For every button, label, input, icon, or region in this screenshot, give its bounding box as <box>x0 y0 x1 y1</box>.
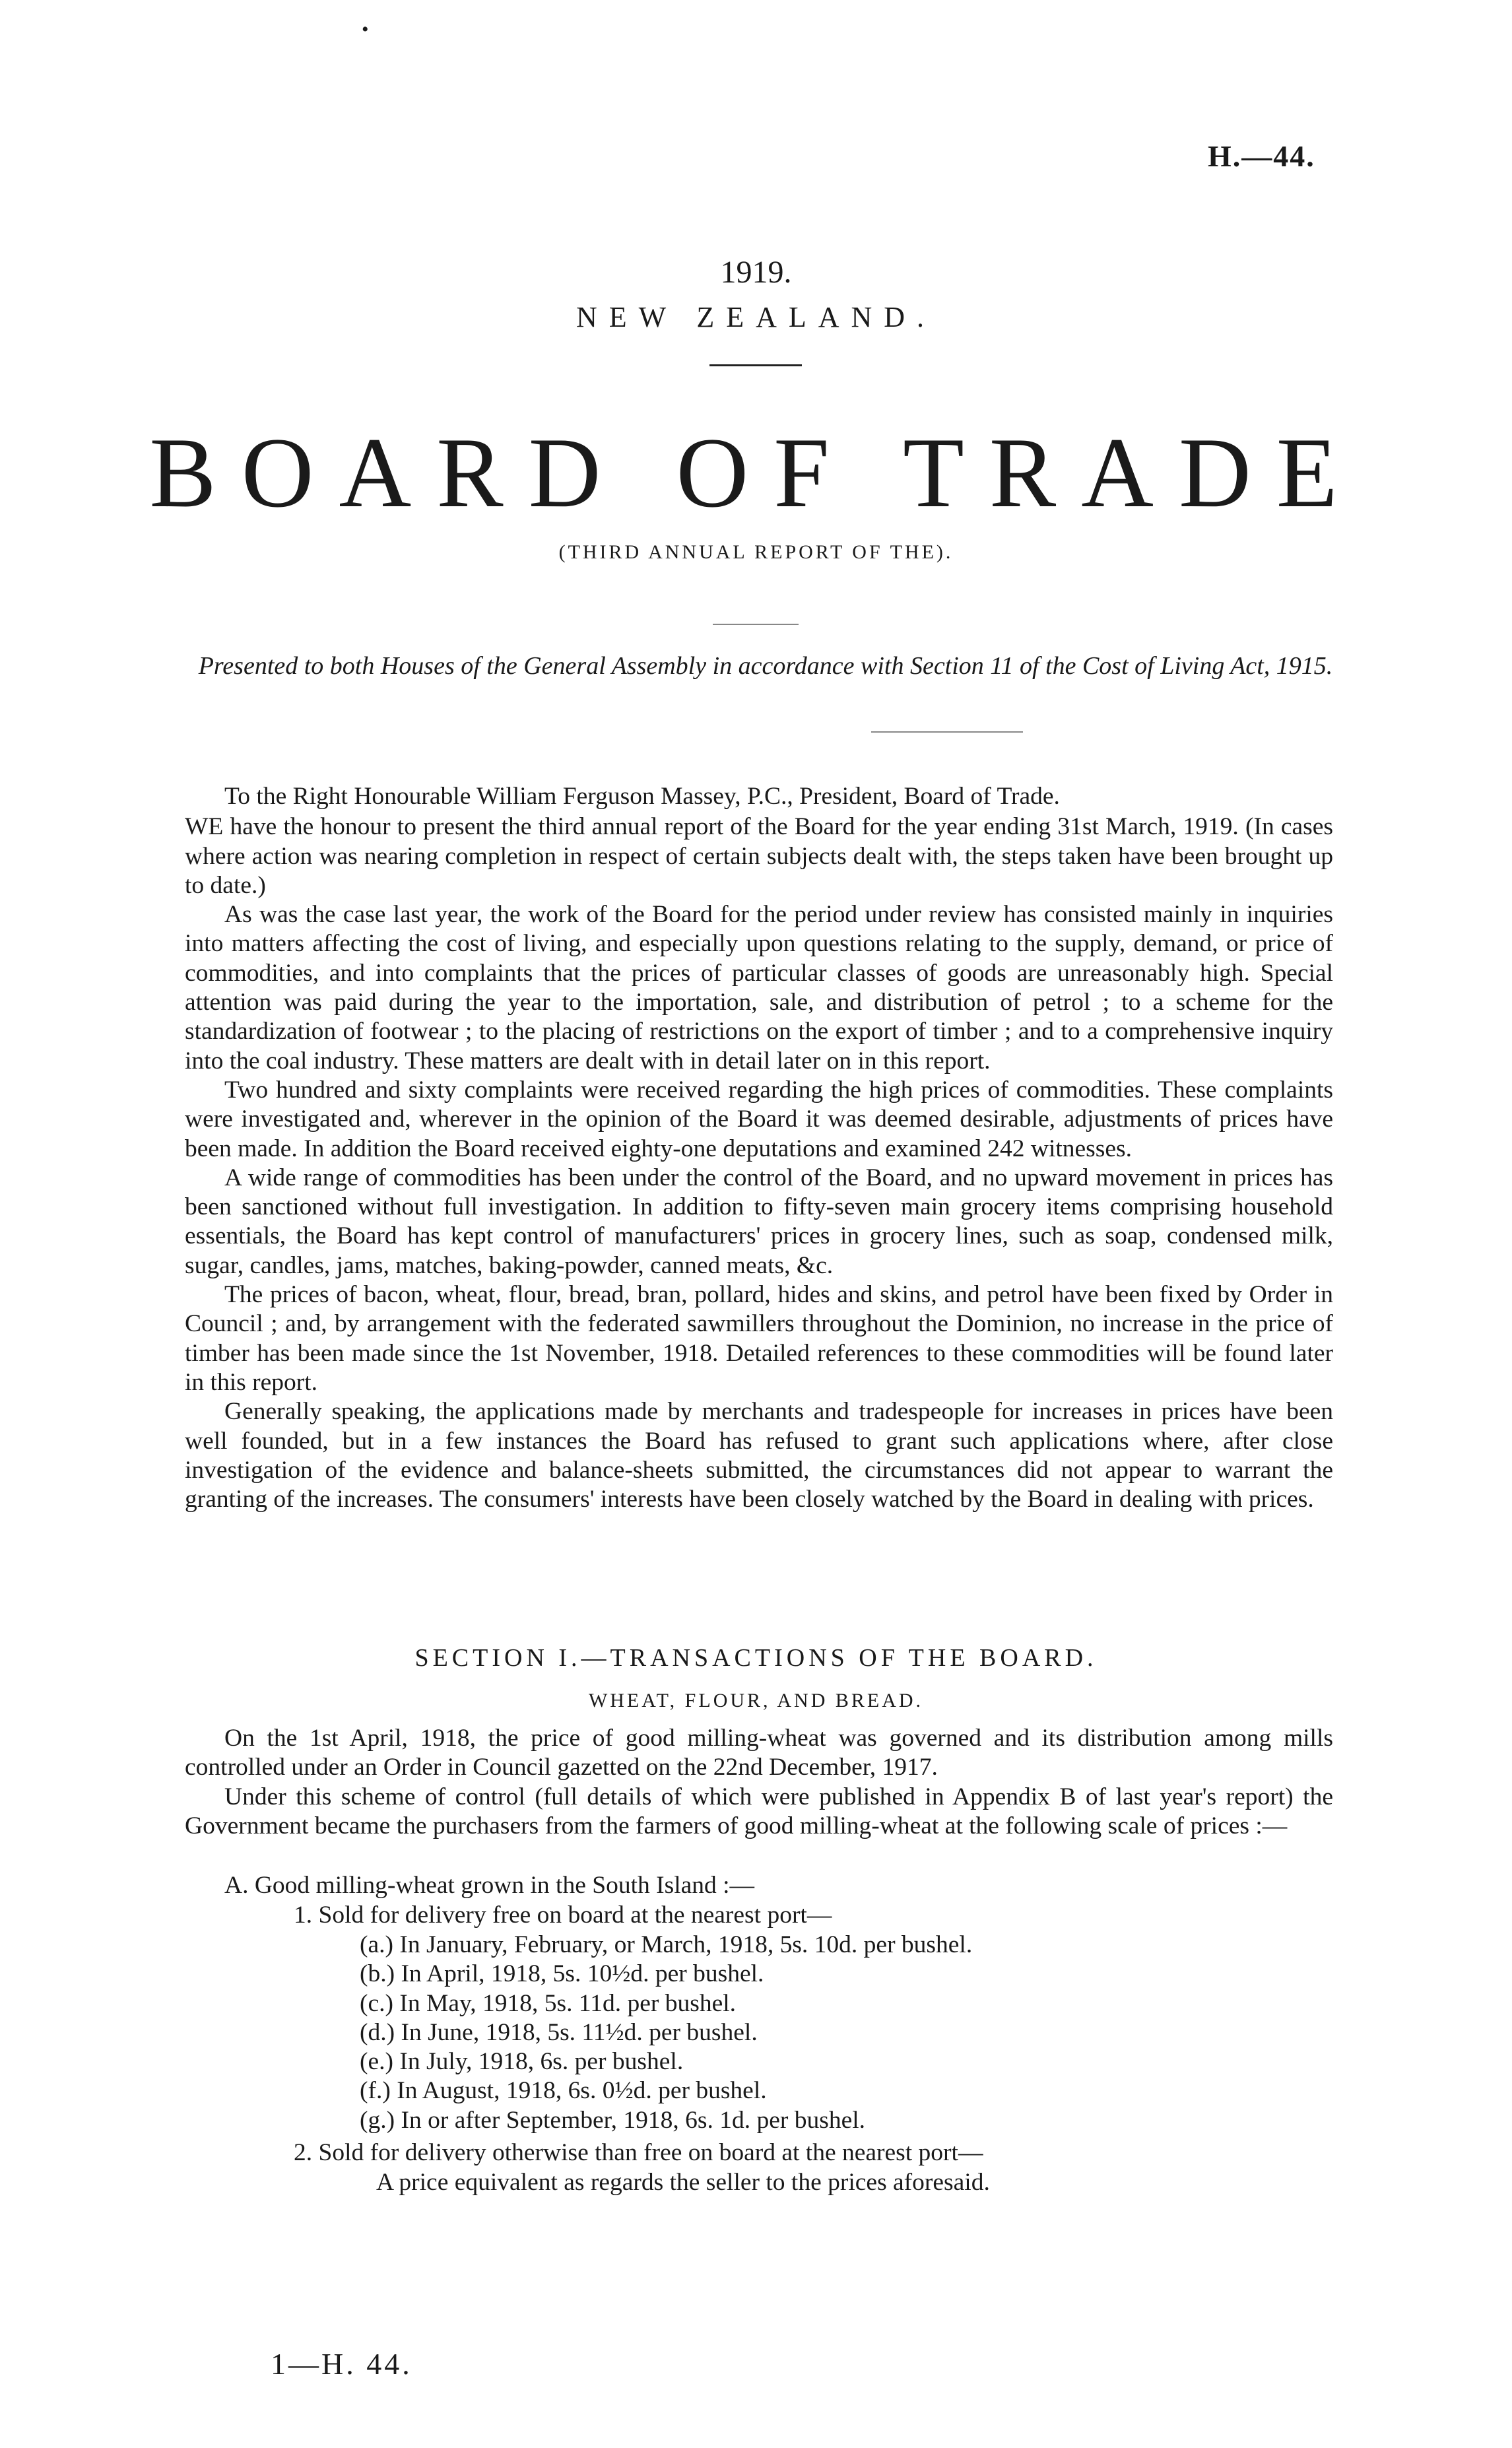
subsection-heading: WHEAT, FLOUR, AND BREAD. <box>588 1690 924 1711</box>
divider-rule <box>713 624 799 625</box>
paragraph: A wide range of commodities has been under the control of the Board, and no upward movement in prices has been sanctioned without full investigation. In addition to fifty-seven main grocery items comprising household essentials, the Board has kept control of manufacturers' prices in grocery lines, such as soap, condensed milk, sugar, candles, jams, matches, baking-powder, canned meats, &c. <box>185 1164 1333 1279</box>
list-item: (b.) In April, 1918, 5s. 10½d. per bushel. <box>360 1960 764 1988</box>
list-item-detail: A price equivalent as regards the seller to the prices aforesaid. <box>376 2169 990 2196</box>
list-item: (e.) In July, 1918, 6s. per bushel. <box>360 2048 684 2076</box>
presentation-note: Presented to both Houses of the General Assembly in accordance with Section 11 of the Cost of Living Act, 1915. <box>198 652 1333 680</box>
divider-rule <box>871 731 1023 733</box>
page-footer: 1—H. 44. <box>271 2347 412 2381</box>
report-year: 1919. <box>720 255 792 290</box>
salutation: To the Right Honourable William Ferguson Massey, P.C., President, Board of Trade. <box>224 783 1060 810</box>
list-item: (d.) In June, 1918, 5s. 11½d. per bushel. <box>360 2018 758 2046</box>
paragraph: On the 1st April, 1918, the price of good milling-wheat was governed and its distribution among mills controlled under an Order in Council gazetted on the 22nd December, 1917. <box>185 1725 1333 1781</box>
list-item: (g.) In or after September, 1918, 6s. 1d. per bushel. <box>360 2106 866 2134</box>
section-body <box>185 1724 1333 1841</box>
sub-list <box>360 1931 972 2135</box>
divider-rule <box>709 364 802 366</box>
list-item: 1. Sold for delivery free on board at the nearest port— <box>294 1902 832 1929</box>
paragraph: Under this scheme of control (full details of which were published in Appendix B of last year's report) the Government became the purchasers from the farmers of good milling-wheat at the following scale of prices :— <box>185 1783 1333 1839</box>
page-subtitle: (THIRD ANNUAL REPORT OF THE). <box>558 541 954 563</box>
paragraph: As was the case last year, the work of the Board for the period under review has consisted mainly in inquiries into matters affecting the cost of living, and especially upon questions relating to the supply, demand, or price of commodities, and into complaints that the prices of particular classes of goods are unreasonably high. Special attention was paid during the year to the importation, sale, and distribution of petrol ; to a scheme for the standardization of footwear ; to the placing of restrictions on the export of timber ; and to a comprehensive inquiry into the coal industry. These matters are dealt with in detail later on in this report. <box>185 901 1333 1075</box>
list-item: 2. Sold for delivery otherwise than free on board at the nearest port— <box>294 2139 983 2166</box>
paragraph: WE have the honour to present the third annual report of the Board for the year ending 31st March, 1919. (In cases where action was nearing completion in respect of certain subjects dealt with, the steps taken have been brought up to date.) <box>185 813 1333 899</box>
list-heading: A. Good milling-wheat grown in the South Island :— <box>224 1872 755 1899</box>
paragraph: Generally speaking, the applications made by merchants and tradespeople for increases in prices have been well founded, but in a few instances the Board has refused to grant such applications where, after close investigation of the evidence and balance-sheets submitted, the circumstances did not appear to warrant the granting of the increases. The consumers' interests have been closely watched by the Board in dealing with prices. <box>185 1398 1333 1513</box>
list-item: (c.) In May, 1918, 5s. 11d. per bushel. <box>360 1989 737 2017</box>
stray-mark: • <box>362 18 369 40</box>
paragraph: The prices of bacon, wheat, flour, bread, bran, pollard, hides and skins, and petrol have been fixed by Order in Council ; and, by arrangement with the federated sawmillers throughout the Dominion, no increase in the price of timber has been made since the 1st November, 1918. Detailed references to these commodities will be found later in this report. <box>185 1281 1333 1396</box>
list-item: (a.) In January, February, or March, 1918, 5s. 10d. per bushel. <box>360 1931 973 1958</box>
page-title: BOARD OF TRADE <box>149 417 1363 528</box>
list-item: (f.) In August, 1918, 6s. 0½d. per bushel. <box>360 2077 767 2105</box>
country-name: NEW ZEALAND. <box>575 301 937 333</box>
paragraph: Two hundred and sixty complaints were received regarding the high prices of commodities. These complaints were investigated and, wherever in the opinion of the Board it was deemed desirable, adjustments of prices have been made. In addition the Board received eighty-one deputations and examined 242 witnesses. <box>185 1076 1333 1162</box>
section-heading: SECTION I.—TRANSACTIONS OF THE BOARD. <box>414 1644 1098 1672</box>
report-body <box>185 782 1333 1514</box>
document-code: H.—44. <box>1208 139 1315 173</box>
